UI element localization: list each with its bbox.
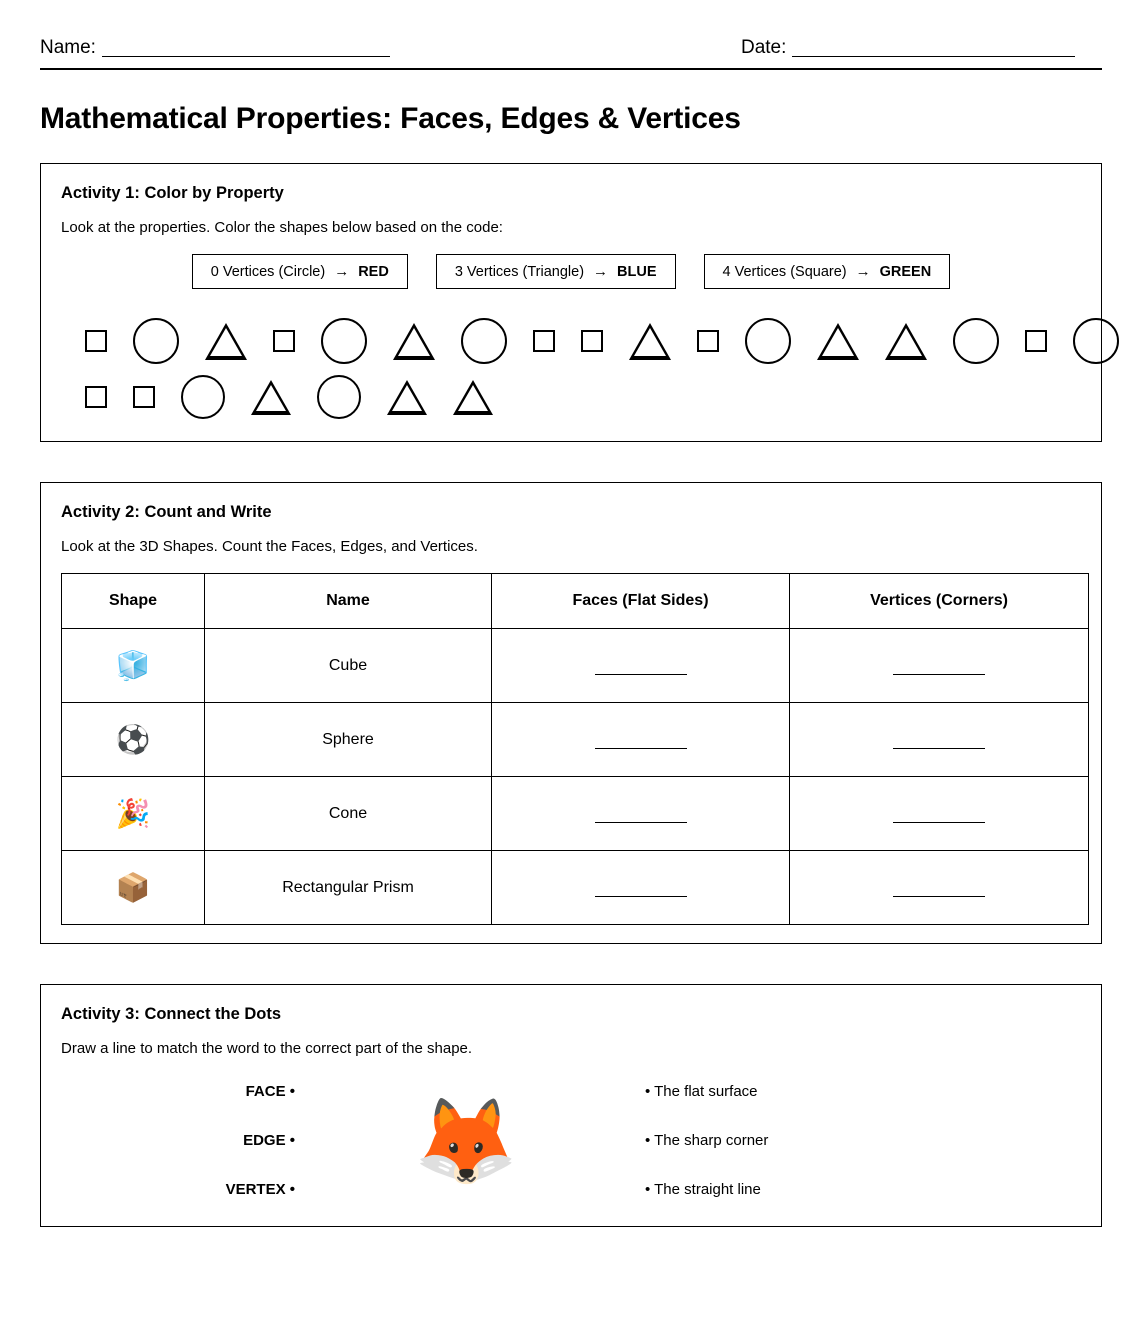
cell-shape-icon [62, 629, 205, 703]
matching-right-column [631, 1083, 1081, 1198]
square-shape[interactable] [85, 330, 107, 352]
party-popper-icon: 🎉 [115, 797, 151, 829]
match-term-edge[interactable]: EDGE • [243, 1132, 295, 1149]
cell-shape-name: Sphere [205, 703, 492, 777]
activity-2-title: Activity 2: Count and Write [61, 503, 272, 521]
table-row [62, 629, 1089, 703]
color-code-box [436, 254, 676, 289]
color-code-box [192, 254, 408, 289]
cell-shape-icon [62, 703, 205, 777]
square-shape[interactable] [533, 330, 555, 352]
color-code-row [61, 254, 1081, 289]
cell-vertices-answer[interactable] [790, 777, 1089, 851]
cell-faces-answer[interactable] [492, 851, 790, 925]
activity-2-instruction: Look at the 3D Shapes. Count the Faces, Edges, and Vertices. [61, 538, 478, 555]
cell-shape-name: Rectangular Prism [205, 851, 492, 925]
vertices-answer-blank[interactable] [893, 896, 985, 897]
page-title: Mathematical Properties: Faces, Edges & Vertices [40, 102, 741, 135]
date-blank-line[interactable] [792, 40, 1075, 57]
fox-face-icon: 🦊 [413, 1093, 519, 1188]
code-color-label: GREEN [879, 263, 932, 280]
activity-3-section [40, 984, 1102, 1227]
matching-center-illustration [301, 1093, 631, 1188]
header-divider [40, 68, 1102, 70]
vertices-answer-blank[interactable] [893, 674, 985, 675]
table-row [62, 851, 1089, 925]
circle-shape[interactable] [1073, 318, 1119, 364]
code-color-label: BLUE [617, 263, 657, 280]
color-code-box [704, 254, 951, 289]
table-row [62, 777, 1089, 851]
ice-cube-icon: 🧊 [115, 649, 151, 681]
cell-faces-answer[interactable] [492, 629, 790, 703]
name-label: Name: [40, 37, 96, 58]
circle-shape[interactable] [133, 318, 179, 364]
code-rule-text: 0 Vertices (Circle) [210, 263, 326, 280]
circle-shape[interactable] [745, 318, 791, 364]
shape-properties-table [61, 573, 1089, 925]
activity-1-instruction: Look at the properties. Color the shapes below based on the code: [61, 219, 503, 236]
activity-3-instruction: Draw a line to match the word to the correct part of the shape. [61, 1040, 473, 1057]
name-field[interactable] [40, 38, 390, 57]
package-icon: 📦 [115, 871, 151, 903]
circle-shape[interactable] [953, 318, 999, 364]
faces-answer-blank[interactable] [595, 896, 687, 897]
circle-shape[interactable] [317, 375, 361, 419]
cell-vertices-answer[interactable] [790, 629, 1089, 703]
matching-left-column [61, 1083, 301, 1198]
triangle-shape[interactable] [205, 323, 247, 360]
code-color-label: RED [358, 263, 389, 280]
circle-shape[interactable] [321, 318, 367, 364]
activity-1-section [40, 163, 1102, 442]
matching-area [61, 1083, 1081, 1208]
code-rule-text: 3 Vertices (Triangle) [454, 263, 585, 280]
date-label: Date: [740, 37, 787, 58]
cell-faces-answer[interactable] [492, 777, 790, 851]
shape-row-1 [85, 313, 1081, 369]
triangle-shape[interactable] [393, 323, 435, 360]
cell-faces-answer[interactable] [492, 703, 790, 777]
triangle-shape[interactable] [817, 323, 859, 360]
worksheet-header [40, 30, 1102, 67]
circle-shape[interactable] [461, 318, 507, 364]
triangle-shape[interactable] [885, 323, 927, 360]
column-header-shape: Shape [62, 574, 205, 629]
soccer-ball-icon: ⚽ [115, 723, 151, 755]
vertices-answer-blank[interactable] [893, 748, 985, 749]
shape-row-2 [85, 371, 1081, 423]
cell-shape-icon [62, 777, 205, 851]
faces-answer-blank[interactable] [595, 748, 687, 749]
activity-1-title: Activity 1: Color by Property [61, 184, 284, 202]
triangle-shape[interactable] [629, 323, 671, 360]
circle-shape[interactable] [181, 375, 225, 419]
triangle-shape[interactable] [387, 380, 427, 415]
match-term-vertex[interactable]: VERTEX • [225, 1181, 295, 1198]
table-header-row [62, 574, 1089, 629]
table-row [62, 703, 1089, 777]
code-rule-text: 4 Vertices (Square) [722, 263, 847, 280]
activity-3-title: Activity 3: Connect the Dots [61, 1005, 282, 1023]
cell-shape-icon [62, 851, 205, 925]
cell-vertices-answer[interactable] [790, 703, 1089, 777]
faces-answer-blank[interactable] [595, 674, 687, 675]
square-shape[interactable] [133, 386, 155, 408]
arrow-right-icon: → [593, 263, 609, 280]
cell-shape-name: Cube [205, 629, 492, 703]
match-definition-straight-line[interactable]: • The straight line [645, 1181, 761, 1198]
match-definition-sharp-corner[interactable]: • The sharp corner [645, 1132, 769, 1149]
match-definition-flat-surface[interactable]: • The flat surface [645, 1083, 758, 1100]
faces-answer-blank[interactable] [595, 822, 687, 823]
square-shape[interactable] [85, 386, 107, 408]
activity-2-section [40, 482, 1102, 944]
arrow-right-icon: → [855, 263, 871, 280]
cell-shape-name: Cone [205, 777, 492, 851]
square-shape[interactable] [581, 330, 603, 352]
square-shape[interactable] [273, 330, 295, 352]
triangle-shape[interactable] [251, 380, 291, 415]
column-header-vertices: Vertices (Corners) [790, 574, 1089, 629]
cell-vertices-answer[interactable] [790, 851, 1089, 925]
arrow-right-icon: → [334, 263, 350, 280]
date-field[interactable] [741, 38, 1075, 57]
square-shape[interactable] [697, 330, 719, 352]
column-header-name: Name [205, 574, 492, 629]
triangle-shape[interactable] [453, 380, 493, 415]
name-blank-line[interactable] [102, 40, 390, 57]
vertices-answer-blank[interactable] [893, 822, 985, 823]
column-header-faces: Faces (Flat Sides) [492, 574, 790, 629]
square-shape[interactable] [1025, 330, 1047, 352]
match-term-face[interactable]: FACE • [245, 1083, 295, 1100]
